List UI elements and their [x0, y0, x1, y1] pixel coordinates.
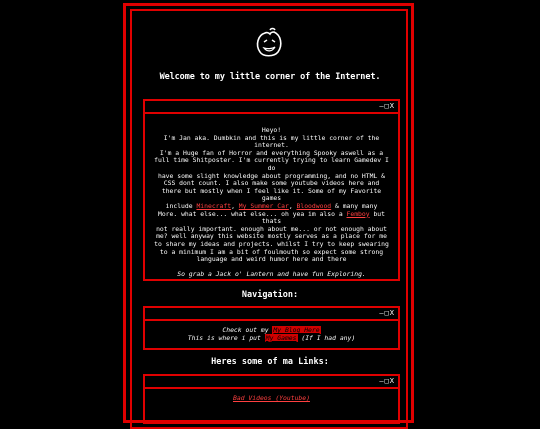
navigation-text	[145, 321, 398, 345]
links-heading: Heres some of ma Links:	[211, 357, 329, 367]
about-line: language and weird humor here and there	[196, 255, 347, 264]
blog-line: Check out my My Blog Here	[222, 326, 320, 334]
navigation-window	[143, 306, 400, 350]
minecraft-link[interactable]: Minecraft	[196, 201, 232, 210]
my-summer-car-link[interactable]: My Summer Car	[238, 201, 289, 210]
youtube-link[interactable]: Bad Videos (Youtube)	[233, 394, 310, 402]
window-controls[interactable]: –□X	[379, 309, 395, 317]
games-line: This is where i put My Games (If I had any)	[187, 333, 356, 342]
about-window-titlebar	[145, 101, 398, 114]
site-title: Welcome to my little corner of the Internet.	[159, 72, 381, 82]
bloodwood-link[interactable]: Bloodwood	[296, 201, 332, 210]
blog-link[interactable]: My Blog Here	[273, 326, 320, 334]
window-controls[interactable]: –□X	[379, 102, 395, 110]
about-line: not really important. enough about me... or not enough about	[156, 224, 387, 233]
about-games-line: include Minecraft, My Summer Car, Bloodwood & many many	[165, 201, 378, 210]
navigation-window-titlebar	[145, 308, 398, 321]
about-line: me? well anyway this website mostly serves as a place for me	[156, 232, 387, 241]
about-window	[143, 99, 400, 281]
about-line: CSS dont count. I also make some youtube videos here and	[163, 179, 380, 188]
links-window	[143, 374, 400, 424]
about-line: More. what else... what else... oh yea im also a Femboy but thats	[157, 209, 385, 226]
links-window-titlebar	[145, 376, 398, 389]
about-line: have some slight knowledge about programming, and no HTML &	[157, 171, 385, 180]
about-line: to share my ideas and projects. whilst I try to keep swearing	[154, 239, 389, 248]
about-text	[145, 114, 398, 281]
about-line: I'm Jan aka. Dumbkin and this is my little corner of the internet.	[163, 133, 380, 150]
about-line: there but mostly when I feel like it. Some of my Favorite games	[161, 186, 382, 203]
window-controls[interactable]: –□X	[379, 377, 395, 385]
jack-o-lantern-logo-icon	[254, 27, 284, 59]
about-closing: So grab a Jack o' Lantern and have fun Exploring.	[177, 269, 366, 278]
femboy-link[interactable]: Femboy	[346, 209, 370, 218]
links-list	[145, 389, 398, 406]
about-line: to a minimum I am a bit of foulmouth so expect some strong	[159, 247, 384, 256]
games-link[interactable]: My Games	[265, 333, 297, 342]
about-line: I'm a Huge fan of Horror and everything Spooky aswell as a	[159, 148, 384, 157]
about-greeting: Heyo!	[261, 126, 282, 134]
about-line: full time Shitposter. I'm currently trying to learn Gamedev I do	[154, 156, 389, 172]
navigation-heading: Navigation:	[241, 290, 299, 300]
